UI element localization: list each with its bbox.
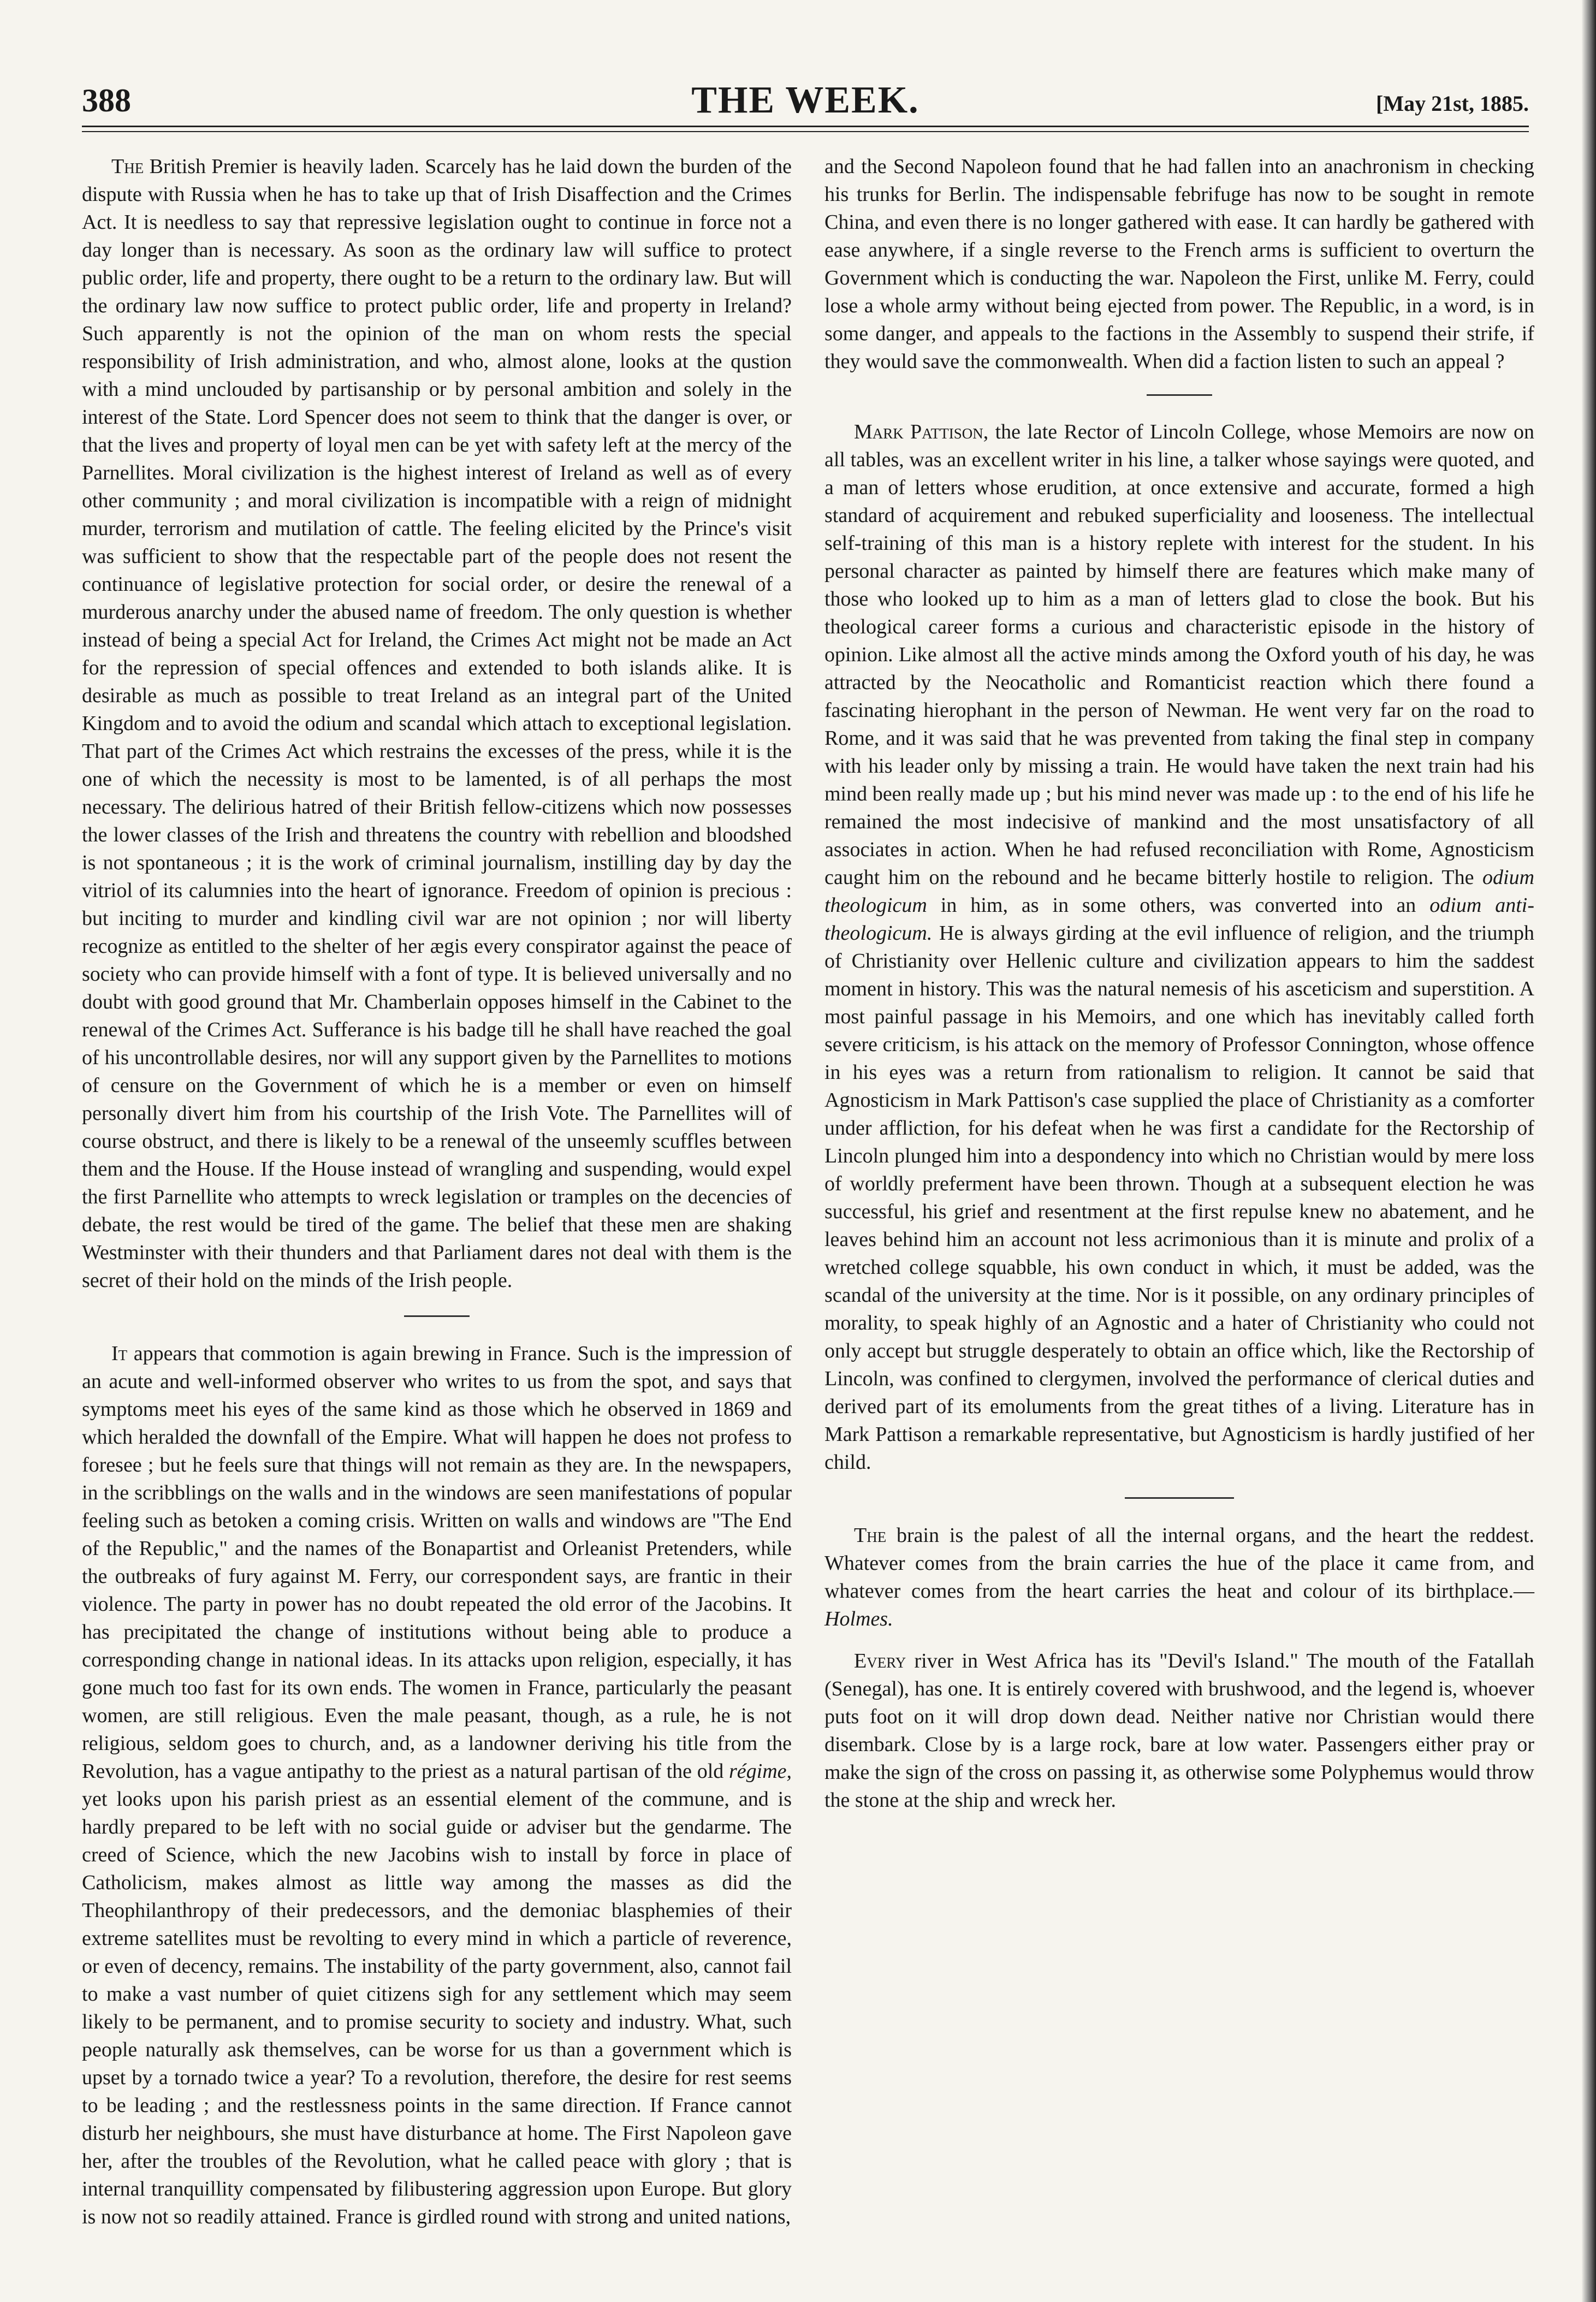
masthead	[82, 79, 1529, 121]
article-british-premier	[82, 153, 792, 1295]
header-rule-bottom	[82, 131, 1529, 132]
quote-attribution: Holmes.	[824, 1607, 893, 1630]
article-lead: Every	[854, 1650, 906, 1672]
article-france-commotion	[82, 1340, 792, 2231]
article-separator	[404, 1315, 470, 1317]
issue-date: [May 21st, 1885.	[1376, 91, 1529, 116]
article-mark-pattison	[824, 418, 1534, 1476]
article-body: in him, as in some others, was converted into an	[940, 894, 1416, 917]
publication-title: THE WEEK.	[691, 79, 919, 121]
article-lead: It	[111, 1342, 128, 1365]
column-left	[82, 153, 792, 2231]
article-lead: The	[854, 1524, 887, 1547]
article-lead: Mark Pattison,	[854, 420, 989, 443]
header-rule-top	[82, 126, 1529, 127]
paragraph-gap	[824, 1633, 1534, 1647]
article-devils-island	[824, 1647, 1534, 1814]
article-body: the late Rector of Lincoln College, whose Memoirs are now on all tables, was an excellent writer in his line, a talker whose sayings were quoted, and a man of letters whose erudition, at once extensive and accurate, formed a high standard of acquirement and rebuked superficiality and looseness. The intellectual self-training of this man is a history replete with interest for the student. In his personal character as painted by himself there are features which make many of those who looked up to him as a man of letters glad to close the book. But his theological career forms a curious and characteristic episode in the history of opinion. Like almost all the active minds among the Oxford youth of his day, he was attracted by the Neocatholic and Romanticist reaction which there found a fascinating hierophant in the person of Newman. He went very far on the road to Rome, and it was said that he was prevented from taking the final step in company with his leader only by missing a train. He would have taken the next train had his mind been really made up ; but his mind never was made up : to the end of his life he remained the most indecisive of mankind and the most unsatisfactory of all associates in action. When he had refused reconciliation with Rome, Agnosticism caught him on the rebound and he became bitterly hostile to religion. The	[824, 420, 1534, 889]
page-spine-shadow	[1582, 0, 1596, 2302]
article-france-continued	[824, 153, 1534, 376]
article-body-continued: and the Second Napoleon found that he had fallen into an anachronism in checking his trunks for Berlin. The indispensable febrifuge has now to be sought in remote China, and even there is no longer gathered with ease. It can hardly be gathered with ease anywhere, if a single reverse to the French arms is sufficient to overturn the Government which is conducting the war. Napoleon the First, unlike M. Ferry, could lose a whole army without being ejected from power. The Republic, in a word, is in some danger, and appeals to the factions in the Assembly to suspend their strife, if they would save the commonwealth. When did a faction listen to such an appeal ?	[824, 155, 1534, 373]
article-lead: The	[111, 155, 144, 178]
italic-term: odium anti-theologicum.	[824, 894, 1535, 945]
article-brain-quote	[824, 1522, 1534, 1633]
article-body: British Premier is heavily laden. Scarcely has he laid down the burden of the dispute with Russia when he has to take up that of Irish Disaffection and the Crimes Act. It is needless to say that repressive legislation ought to continue in force not a day longer than is necessary. As soon as the ordinary law will suffice to protect public order, life and property, there ought to be a return to the ordinary law. But will the ordinary law now suffice to protect public order, life and property in Ireland? Such apparently is not the opinion of the man on whom rests the special responsibility of Irish administration, and who, almost alone, looks at the qustion with a mind unclouded by partisanship or by personal ambition and solely in the interest of the State. Lord Spencer does not seem to think that the danger is over, or that the lives and property of loyal men can be yet with safety left at the mercy of the Parnellites. Moral civilization is the highest interest of Ireland as well as of every other community ; and moral civilization is incompatible with a reign of midnight murder, terrorism and mutilation of cattle. The feeling elicited by the Prince's visit was sufficient to show that the respectable part of the people does not resent the continuance of legislative protection for social order, or desire the renewal of a murderous anarchy under the abused name of freedom. The only question is whether instead of being a special Act for Ireland, the Crimes Act might not be made an Act for the repression of special offences and extended to both islands alike. It is desirable as much as possible to treat Ireland as an integral part of the United Kingdom and to avoid the odium and scandal which attach to exceptional legislation. That part of the Crimes Act which restrains the excesses of the press, while it is the one of which the necessity is most to be lamented, is of all perhaps the most necessary. The delirious hatred of their British fellow-citizens which now possesses the lower classes of the Irish and threatens the country with rebellion and bloodshed is not spontaneous ; it is the work of criminal journalism, instilling day by day the vitriol of its calumnies into the heart of ignorance. Freedom of opinion is precious : but inciting to murder and kindling civil war are not opinion ; nor will liberty recognize as entitled to the shelter of her ægis every conspirator against the peace of society who can provide himself with a font of type. It is believed universally and no doubt with good ground that Mr. Chamberlain opposes himself in the Cabinet to the renewal of the Crimes Act. Sufferance is his badge till he shall have reached the goal of his uncontrollable desires, nor will any support given by the Parnellites to motions of censure on the Government of which he is a member or even on himself personally divert him from his courtship of the Irish Vote. The Parnellites will of course obstruct, and there is likely to be a renewal of the unseemly scuffles between them and the House. If the House instead of wrangling and suspending, would expel the first Parnellite who attempts to wreck legislation or tramples on the decencies of debate, the rest would be tired of the game. The belief that these men are shaking Westminster with their thunders and that Parliament dares not deal with them is the secret of their hold on the minds of the Irish people.	[82, 155, 792, 1292]
italic-term: régime,	[728, 1760, 792, 1783]
article-separator	[1147, 394, 1212, 396]
article-body-continued: He is always girding at the evil influence of religion, and the triumph of Christianity over Hellenic culture and civilization appears to him the saddest moment in history. This was the natural nemesis of his asceticism and superstition. A most painful passage in his Memoirs, and one which has inevitably called forth severe criticism, is his attack on the memory of Professor Connington, whose offence in his eyes was a return from rationalism to religion. It cannot be said that Agnosticism in Mark Pattison's case supplied the place of Christianity as a comforter under affliction, for his defeat when he was first a candidate for the Rectorship of Lincoln plunged him into a despondency into which no Christian would by mere loss of worldly preferment have been thrown. Though at a subsequent election he was successful, his grief and resentment at the first repulse knew no abatement, and he leaves behind him an account not less acrimonious than it is minute and prolix of a wretched college squabble, his own conduct in which, it must be added, was the scandal of the university at the time. Nor is it possible, on any ordinary principles of morality, to speak highly of an Agnostic and a hater of Christianity who could not only accept but struggle desperately to obtain an office which, like the Rectorship of Lincoln, was confined to clergymen, involved the performance of clerical duties and derived part of its emoluments from the great tithes of a living. Literature has in Mark Pattison a remarkable representative, but Agnosticism is hardly justified of her child.	[824, 922, 1534, 1474]
article-body: appears that commotion is again brewing in France. Such is the impression of an acute and well-informed observer who writes to us from the spot, and says that symptoms meet his eyes of the same kind as those which he observed in 1869 and which heralded the downfall of the Empire. What will happen he does not profess to foresee ; but he feels sure that things will not remain as they are. In the newspapers, in the scribblings on the walls and in the windows are seen manifestations of popular feeling such as betoken a coming crisis. Written on walls and windows are "The End of the Republic," and the names of the Bonapartist and Orleanist Pretenders, while the outbreaks of fury against M. Ferry, our correspondent says, are frantic in their violence. The party in power has no doubt repeated the old error of the Jacobins. It has precipitated the change of institutions without being able to produce a corresponding change in national ideas. In its attacks upon religion, especially, it has gone much too fast for its own ends. The women in France, particularly the peasant women, are still religious. Even the male peasant, though, as a rule, he is not religious, seldom goes to church, and, as a landowner deriving his title from the Revolution, has a vague antipathy to the priest as a natural partisan of the old	[82, 1342, 792, 1783]
article-body: river in West Africa has its "Devil's Island." The mouth of the Fatallah (Senegal), has one. It is entirely covered with brushwood, and the legend is, whoever puts foot on it will drop down dead. Neither native nor Christian would there disembark. Close by is a large rock, bare at low water. Passengers either pray or make the sign of the cross on passing it, as otherwise some Polyphemus would throw the stone at the ship and wreck her.	[824, 1650, 1534, 1812]
article-separator	[1125, 1497, 1234, 1499]
column-right	[824, 153, 1534, 1814]
page-number: 388	[82, 82, 131, 118]
article-body: brain is the palest of all the internal organs, and the heart the reddest. Whatever comes from the brain carries the hue of the place it came from, and whatever comes from the heart carries the heat and colour of its birthplace.—	[824, 1524, 1535, 1603]
italic-term: odium theologicum	[824, 866, 1535, 917]
article-body-continued: yet looks upon his parish priest as an essential element of the commune, and is hardly prepared to be left with no social guide or adviser but the gendarme. The creed of Science, which the new Jacobins wish to install by force in place of Catholicism, makes almost as little way among the masses as did the Theophilanthropy of their predecessors, and the demoniac blasphemies of their extreme satellites must be revolting to every mind in which a particle of reverence, or even of decency, remains. The instability of the party government, also, cannot fail to make a vast number of quiet citizens sigh for any settlement which may seem likely to be permanent, and to promise security to society and industry. What, such people naturally ask themselves, can be worse for us than a government which is upset by a tornado twice a year? To a revolution, therefore, the desire for rest seems to be leading ; and the restlessness points in the same direction. If France cannot disturb her neighbours, she must have disturbance at home. The First Napoleon gave her, after the troubles of the Revolution, what he called peace with glory ; that is internal tranquillity compensated by filibustering aggression upon Europe. But glory is now not so readily attained. France is girdled round with strong and united nations,	[82, 1788, 792, 2228]
